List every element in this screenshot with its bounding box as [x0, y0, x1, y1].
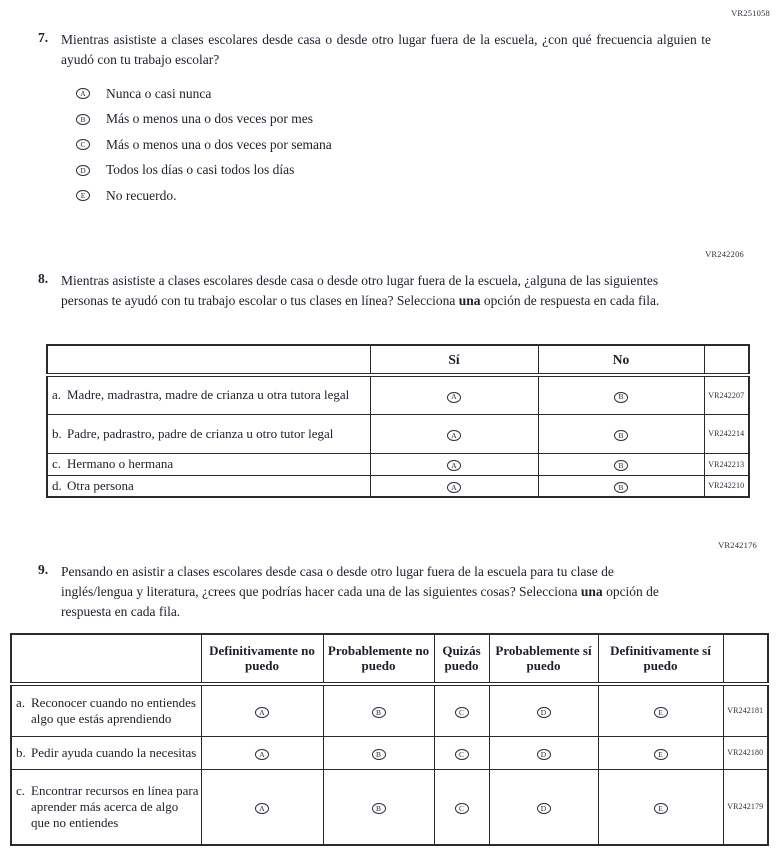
q8-header-no: No — [538, 345, 704, 375]
question-8 — [38, 271, 661, 311]
answer-bubble-b[interactable]: B — [614, 430, 628, 441]
answer-bubble-c[interactable]: C — [76, 139, 90, 150]
question-7-number: 7. — [38, 30, 49, 45]
row-label: a. Madre, madrastra, madre de crianza u otra tutora legal — [47, 375, 370, 414]
row-code: VR242179 — [723, 769, 768, 845]
q8-header-row — [47, 345, 749, 375]
answer-bubble-d[interactable]: D — [537, 749, 551, 760]
form-code-q8: VR242206 — [705, 249, 744, 259]
question-7-options — [76, 81, 332, 209]
question-8-text-bold: una — [458, 293, 481, 308]
row-code: VR242207 — [704, 375, 749, 414]
row-label: c. Encontrar recursos en línea para aprender más acerca de algo que no entiendes — [11, 769, 201, 845]
row-label: b. Pedir ayuda cuando la necesitas — [11, 736, 201, 769]
answer-bubble-b[interactable]: B — [372, 707, 386, 718]
cell-no — [538, 475, 704, 497]
question-8-text — [61, 271, 661, 311]
cell-no — [538, 414, 704, 453]
answer-bubble-a[interactable]: A — [255, 803, 269, 814]
q9-header-prob-si: Probablemente sí puedo — [489, 634, 598, 684]
q8-header-code-empty — [704, 345, 749, 375]
answer-bubble-a[interactable]: A — [447, 482, 461, 493]
question-9-table — [10, 633, 769, 846]
answer-bubble-a[interactable]: A — [255, 707, 269, 718]
row-code: VR242181 — [723, 684, 768, 736]
table-row-a — [47, 375, 749, 414]
question-8-text-post: opción de respuesta en cada fila. — [480, 293, 660, 308]
answer-bubble-a[interactable]: A — [255, 749, 269, 760]
option-label-b: Más o menos una o dos veces por mes — [106, 111, 313, 127]
answer-bubble-e[interactable]: E — [654, 707, 668, 718]
q9-header-empty — [11, 634, 201, 684]
option-row-a — [76, 81, 332, 107]
row-label: b. Padre, padrastro, padre de crianza u otro tutor legal — [47, 414, 370, 453]
answer-bubble-b[interactable]: B — [614, 392, 628, 403]
row-label: d. Otra persona — [47, 475, 370, 497]
q9-header-def-si: Definitivamente sí puedo — [598, 634, 723, 684]
q9-header-row — [11, 634, 768, 684]
q8-header-si: Sí — [370, 345, 538, 375]
answer-bubble-c[interactable]: C — [455, 707, 469, 718]
answer-bubble-c[interactable]: C — [455, 749, 469, 760]
answer-bubble-c[interactable]: C — [455, 803, 469, 814]
answer-bubble-d[interactable]: D — [76, 165, 90, 176]
option-row-b — [76, 107, 332, 133]
question-8-table — [46, 344, 750, 498]
answer-bubble-e[interactable]: E — [654, 749, 668, 760]
question-9-text — [61, 562, 679, 622]
question-9-text-pre: Pensando en asistir a clases escolares desde casa o desde otro lugar fuera de la escuela para tu clase de inglés/lengua y literatura, ¿crees que podrías hacer cada una de las siguientes cosas? Selecciona — [61, 564, 614, 599]
q9-header-prob-no: Probablemente no puedo — [323, 634, 434, 684]
cell-si — [370, 453, 538, 475]
question-8-text-pre: Mientras asististe a clases escolares desde casa o desde otro lugar fuera de la escuela, ¿alguna de las siguientes personas te ayudó con tu trabajo escolar o tus clases en línea? Selecciona — [61, 273, 659, 308]
cell-no — [538, 375, 704, 414]
answer-bubble-a[interactable]: A — [447, 460, 461, 471]
answer-bubble-e[interactable]: E — [76, 190, 90, 201]
q9-header-code-empty — [723, 634, 768, 684]
cell-si — [370, 475, 538, 497]
form-code-q9: VR242176 — [718, 540, 757, 550]
option-label-c: Más o menos una o dos veces por semana — [106, 136, 332, 152]
option-row-e — [76, 183, 332, 209]
answer-bubble-a[interactable]: A — [447, 430, 461, 441]
answer-bubble-d[interactable]: D — [537, 803, 551, 814]
cell-si — [370, 375, 538, 414]
answer-bubble-b[interactable]: B — [76, 114, 90, 125]
option-label-e: No recuerdo. — [106, 187, 177, 203]
answer-bubble-a[interactable]: A — [76, 88, 90, 99]
table-row-c — [11, 769, 768, 845]
table-row-a — [11, 684, 768, 736]
q9-header-quizas: Quizás puedo — [434, 634, 489, 684]
answer-bubble-b[interactable]: B — [372, 803, 386, 814]
answer-bubble-d[interactable]: D — [537, 707, 551, 718]
cell-si — [370, 414, 538, 453]
row-label: c. Hermano o hermana — [47, 453, 370, 475]
row-code: VR242214 — [704, 414, 749, 453]
answer-bubble-a[interactable]: A — [447, 392, 461, 403]
answer-bubble-b[interactable]: B — [372, 749, 386, 760]
answer-bubble-e[interactable]: E — [654, 803, 668, 814]
question-9-text-bold: una — [580, 584, 603, 599]
question-9-text-post: opción de respuesta en cada fila. — [61, 584, 659, 619]
form-code-top: VR251058 — [731, 8, 770, 18]
question-8-number: 8. — [38, 271, 49, 286]
row-code: VR242210 — [704, 475, 749, 497]
option-label-a: Nunca o casi nunca — [106, 85, 212, 101]
question-9-number: 9. — [38, 562, 49, 577]
cell-no — [538, 453, 704, 475]
question-7-text: Mientras asististe a clases escolares desde casa o desde otro lugar fuera de la escuela, ¿con qué frecuencia alguien te ayudó con tu trabajo escolar? — [61, 32, 711, 67]
question-9 — [38, 562, 679, 622]
q8-header-empty — [47, 345, 370, 375]
table-row-b — [47, 414, 749, 453]
row-label: a. Reconocer cuando no entiendes algo que estás aprendiendo — [11, 684, 201, 736]
question-7 — [38, 30, 711, 70]
option-row-c — [76, 132, 332, 158]
answer-bubble-b[interactable]: B — [614, 460, 628, 471]
option-row-d — [76, 158, 332, 184]
q9-header-def-no: Definitivamente no puedo — [201, 634, 323, 684]
row-code: VR242180 — [723, 736, 768, 769]
row-code: VR242213 — [704, 453, 749, 475]
table-row-c — [47, 453, 749, 475]
table-row-d — [47, 475, 749, 497]
option-label-d: Todos los días o casi todos los días — [106, 162, 295, 178]
answer-bubble-b[interactable]: B — [614, 482, 628, 493]
table-row-b — [11, 736, 768, 769]
